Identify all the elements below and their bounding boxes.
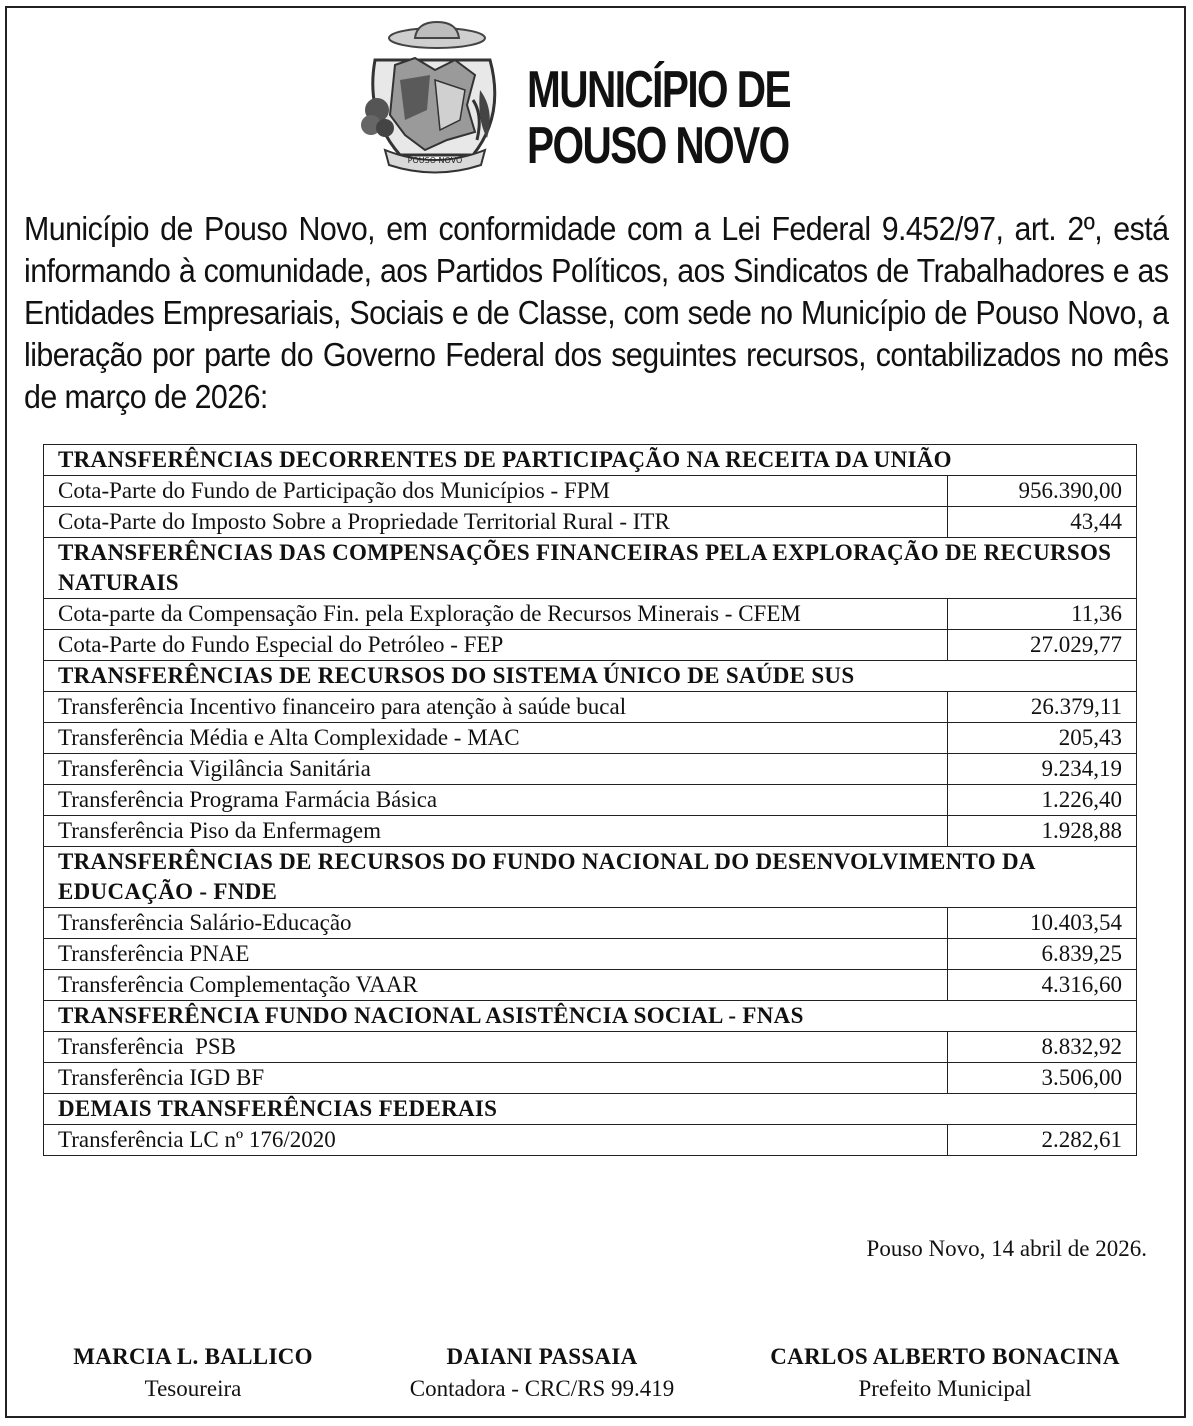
- transfer-value: 2.282,61: [948, 1125, 1137, 1156]
- table-row: [44, 908, 1137, 939]
- transfer-value: 1.928,88: [948, 816, 1137, 847]
- header: [355, 20, 855, 180]
- signature-role: Contadora - CRC/RS 99.419: [409, 1376, 675, 1401]
- signature-name: CARLOS ALBERTO BONACINA: [770, 1344, 1120, 1369]
- transfer-label: Cota-Parte do Imposto Sobre a Propriedade Territorial Rural - ITR: [44, 507, 948, 538]
- section-heading: TRANSFERÊNCIAS DECORRENTES DE PARTICIPAÇÃO NA RECEITA DA UNIÃO: [44, 445, 1137, 476]
- section-heading: TRANSFERÊNCIA FUNDO NACIONAL ASISTÊNCIA SOCIAL - FNAS: [44, 1001, 1137, 1032]
- intro-paragraph: [24, 208, 1169, 418]
- signature-role: Tesoureira: [144, 1376, 242, 1401]
- table-section-row: [44, 1001, 1137, 1032]
- transfer-value: 3.506,00: [948, 1063, 1137, 1094]
- transfer-label: Cota-Parte do Fundo de Participação dos Municípios - FPM: [44, 476, 948, 507]
- signature-treasurer: [32, 1342, 354, 1406]
- signature-name: DAIANI PASSAIA: [446, 1344, 638, 1369]
- table-row: [44, 1063, 1137, 1094]
- transfer-label: Cota-parte da Compensação Fin. pela Exploração de Recursos Minerais - CFEM: [44, 599, 948, 630]
- transfer-label: Transferência PNAE: [44, 939, 948, 970]
- transfer-label: Transferência Vigilância Sanitária: [44, 754, 948, 785]
- transfer-label: Transferência LC nº 176/2020: [44, 1125, 948, 1156]
- section-heading: TRANSFERÊNCIAS DE RECURSOS DO FUNDO NACIONAL DO DESENVOLVIMENTO DA EDUCAÇÃO - FNDE: [44, 847, 1137, 908]
- transfer-value: 11,36: [948, 599, 1137, 630]
- table-row: [44, 692, 1137, 723]
- transfer-value: 205,43: [948, 723, 1137, 754]
- section-heading: DEMAIS TRANSFERÊNCIAS FEDERAIS: [44, 1094, 1137, 1125]
- intro-text: Município de Pouso Novo, em conformidade com a Lei Federal 9.452/97, art. 2º, está informando à comunidade, aos Partidos Políticos, aos Sindicatos de Trabalhadores e as Entidades Empresariais, Sociais e de Classe, com sede no Município de Pouso Novo, a liberação por parte do Governo Federal dos seguintes recursos, contabilizados no mês de março de 2026:: [24, 210, 1169, 415]
- signature-role: Prefeito Municipal: [858, 1376, 1032, 1401]
- table-row: [44, 630, 1137, 661]
- signature-mayor: [738, 1342, 1152, 1406]
- transfer-label: Transferência PSB: [44, 1032, 948, 1063]
- transfer-label: Transferência Média e Alta Complexidade - MAC: [44, 723, 948, 754]
- table-row: [44, 1032, 1137, 1063]
- table-row: [44, 754, 1137, 785]
- transfer-label: Transferência Complementação VAAR: [44, 970, 948, 1001]
- title-line-1: MUNICÍPIO DE: [527, 61, 790, 119]
- date-line: Pouso Novo, 14 abril de 2026.: [866, 1236, 1147, 1261]
- municipal-crest-icon: [355, 20, 505, 180]
- transfer-label: Transferência Incentivo financeiro para atenção à saúde bucal: [44, 692, 948, 723]
- crest-label: POUSO NOVO: [407, 156, 463, 165]
- signature-accountant: [392, 1342, 692, 1406]
- table-row: [44, 939, 1137, 970]
- table-row: [44, 599, 1137, 630]
- transfer-value: 4.316,60: [948, 970, 1137, 1001]
- table-section-row: [44, 847, 1137, 908]
- table-section-row: [44, 445, 1137, 476]
- table-section-row: [44, 661, 1137, 692]
- table-section-row: [44, 538, 1137, 599]
- table-section-row: [44, 1094, 1137, 1125]
- transfer-label: Cota-Parte do Fundo Especial do Petróleo - FEP: [44, 630, 948, 661]
- transfer-value: 6.839,25: [948, 939, 1137, 970]
- transfer-value: 26.379,11: [948, 692, 1137, 723]
- transfer-value: 8.832,92: [948, 1032, 1137, 1063]
- transfer-label: Transferência IGD BF: [44, 1063, 948, 1094]
- table-row: [44, 476, 1137, 507]
- table-row: [44, 723, 1137, 754]
- transfer-label: Transferência Salário-Educação: [44, 908, 948, 939]
- transfer-value: 956.390,00: [948, 476, 1137, 507]
- municipality-title: [527, 62, 790, 174]
- transfer-value: 9.234,19: [948, 754, 1137, 785]
- signature-name: MARCIA L. BALLICO: [73, 1344, 313, 1369]
- transfer-value: 10.403,54: [948, 908, 1137, 939]
- section-heading: TRANSFERÊNCIAS DAS COMPENSAÇÕES FINANCEIRAS PELA EXPLORAÇÃO DE RECURSOS NATURAIS: [44, 538, 1137, 599]
- table-row: [44, 970, 1137, 1001]
- transfer-label: Transferência Programa Farmácia Básica: [44, 785, 948, 816]
- transfer-label: Transferência Piso da Enfermagem: [44, 816, 948, 847]
- title-line-2: POUSO NOVO: [527, 117, 789, 175]
- table-row: [44, 1125, 1137, 1156]
- transfer-value: 27.029,77: [948, 630, 1137, 661]
- table-row: [44, 816, 1137, 847]
- transfer-value: 1.226,40: [948, 785, 1137, 816]
- section-heading: TRANSFERÊNCIAS DE RECURSOS DO SISTEMA ÚNICO DE SAÚDE SUS: [44, 661, 1137, 692]
- transfers-table: [43, 444, 1137, 1156]
- table-row: [44, 507, 1137, 538]
- transfer-value: 43,44: [948, 507, 1137, 538]
- table-row: [44, 785, 1137, 816]
- table-body: [44, 445, 1137, 1156]
